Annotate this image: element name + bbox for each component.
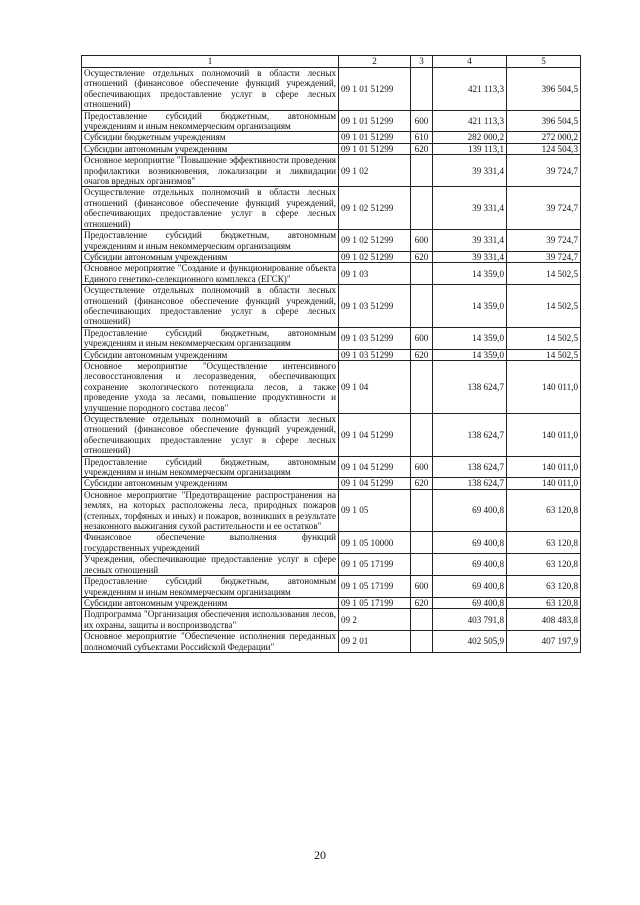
expense-type-cell: 620 [411, 478, 433, 489]
amount-col4-cell: 39 331,4 [433, 187, 507, 230]
amount-col5-cell: 39 724,7 [507, 155, 581, 187]
item-name-cell: Предоставление субсидий бюджетным, автономным учреждениям и иным некоммерческим организациям [82, 456, 339, 478]
item-name-cell: Осуществление отдельных полномочий в области лесных отношений (финансовое обеспечение функций учреждений, обеспечивающих предоставление услуг в сфере лесных отношений) [82, 285, 339, 328]
item-name-cell: Субсидии бюджетным учреждениям [82, 132, 339, 143]
amount-col5-cell: 63 120,8 [507, 597, 581, 608]
table-row [82, 187, 581, 230]
item-name-cell: Осуществление отдельных полномочий в области лесных отношений (финансовое обеспечение функций учреждений, обеспечивающих предоставление услуг в сфере лесных отношений) [82, 414, 339, 457]
expense-type-cell: 600 [411, 230, 433, 252]
amount-col5-cell: 124 504,3 [507, 143, 581, 154]
table-row [82, 456, 581, 478]
amount-col5-cell: 63 120,8 [507, 554, 581, 576]
expense-type-cell [411, 187, 433, 230]
target-code-cell: 09 1 02 51299 [339, 251, 411, 262]
expense-type-cell [411, 155, 433, 187]
item-name-cell: Субсидии автономным учреждениям [82, 251, 339, 262]
amount-col5-cell: 407 197,9 [507, 631, 581, 653]
target-code-cell: 09 1 05 17199 [339, 597, 411, 608]
expense-type-cell [411, 360, 433, 413]
table-row [82, 414, 581, 457]
table-row [82, 230, 581, 252]
expense-type-cell: 600 [411, 576, 433, 598]
amount-col5-cell: 14 502,5 [507, 263, 581, 285]
table-row [82, 155, 581, 187]
amount-col4-cell: 403 791,8 [433, 609, 507, 631]
amount-col4-cell: 421 113,3 [433, 68, 507, 111]
amount-col4-cell: 421 113,3 [433, 110, 507, 132]
amount-col5-cell: 63 120,8 [507, 576, 581, 598]
expense-type-cell: 620 [411, 251, 433, 262]
target-code-cell: 09 1 01 51299 [339, 143, 411, 154]
amount-col4-cell: 282 000,2 [433, 132, 507, 143]
expense-type-cell [411, 489, 433, 532]
column-header-3: 3 [411, 56, 433, 68]
column-header-row [82, 56, 581, 68]
amount-col4-cell: 39 331,4 [433, 251, 507, 262]
amount-col5-cell: 14 502,5 [507, 327, 581, 349]
amount-col5-cell: 14 502,5 [507, 349, 581, 360]
amount-col4-cell: 138 624,7 [433, 360, 507, 413]
amount-col5-cell: 396 504,5 [507, 68, 581, 111]
table-row [82, 251, 581, 262]
expense-type-cell: 620 [411, 597, 433, 608]
table-row [82, 327, 581, 349]
amount-col5-cell: 140 011,0 [507, 456, 581, 478]
amount-col4-cell: 14 359,0 [433, 263, 507, 285]
expense-type-cell [411, 609, 433, 631]
amount-col5-cell: 408 483,8 [507, 609, 581, 631]
item-name-cell: Подпрограмма "Организация обеспечения использования лесов, их охраны, защиты и воспроизводства" [82, 609, 339, 631]
expense-type-cell [411, 285, 433, 328]
item-name-cell: Основное мероприятие "Осуществление интенсивного лесовосстановления и лесоразведения, обеспечивающих сохранение экологического потенциала лесов, а также проведение ухода за лесами, повышение продуктивности и улучшение породного состава лесов" [82, 360, 339, 413]
page-number: 20 [314, 848, 326, 862]
item-name-cell: Учреждения, обеспечивающие предоставление услуг в сфере лесных отношений [82, 554, 339, 576]
target-code-cell: 09 1 05 17199 [339, 576, 411, 598]
amount-col5-cell: 272 000,2 [507, 132, 581, 143]
column-header-5: 5 [507, 56, 581, 68]
amount-col4-cell: 14 359,0 [433, 327, 507, 349]
expense-type-cell [411, 68, 433, 111]
expense-type-cell: 610 [411, 132, 433, 143]
item-name-cell: Субсидии автономным учреждениям [82, 349, 339, 360]
target-code-cell: 09 2 [339, 609, 411, 631]
target-code-cell: 09 1 05 [339, 489, 411, 532]
table-row [82, 143, 581, 154]
amount-col5-cell: 39 724,7 [507, 251, 581, 262]
target-code-cell: 09 1 01 51299 [339, 132, 411, 143]
amount-col4-cell: 69 400,8 [433, 554, 507, 576]
amount-col5-cell: 63 120,8 [507, 532, 581, 554]
table-row [82, 132, 581, 143]
amount-col4-cell: 14 359,0 [433, 285, 507, 328]
amount-col5-cell: 63 120,8 [507, 489, 581, 532]
amount-col4-cell: 138 624,7 [433, 414, 507, 457]
expense-type-cell [411, 554, 433, 576]
expense-type-cell: 600 [411, 456, 433, 478]
amount-col5-cell: 140 011,0 [507, 360, 581, 413]
table-row [82, 285, 581, 328]
item-name-cell: Основное мероприятие "Предотвращение распространения на землях, на которых расположены леса, природных пожаров (степных, торфяных и иных) и пожаров, возникших в результате незаконного выжигания сухой растительности и ее остатков" [82, 489, 339, 532]
budget-table [81, 55, 581, 653]
expense-type-cell: 600 [411, 110, 433, 132]
target-code-cell: 09 1 03 [339, 263, 411, 285]
amount-col5-cell: 14 502,5 [507, 285, 581, 328]
expense-type-cell: 620 [411, 143, 433, 154]
amount-col4-cell: 69 400,8 [433, 576, 507, 598]
table-row [82, 631, 581, 653]
amount-col4-cell: 138 624,7 [433, 478, 507, 489]
target-code-cell: 09 1 02 [339, 155, 411, 187]
target-code-cell: 09 1 01 51299 [339, 68, 411, 111]
expense-type-cell [411, 532, 433, 554]
target-code-cell: 09 1 05 10000 [339, 532, 411, 554]
item-name-cell: Осуществление отдельных полномочий в области лесных отношений (финансовое обеспечение функций учреждений, обеспечивающих предоставление услуг в сфере лесных отношений) [82, 68, 339, 111]
amount-col4-cell: 138 624,7 [433, 456, 507, 478]
target-code-cell: 09 1 03 51299 [339, 349, 411, 360]
target-code-cell: 09 1 04 51299 [339, 478, 411, 489]
amount-col4-cell: 39 331,4 [433, 155, 507, 187]
expense-type-cell: 600 [411, 327, 433, 349]
expense-type-cell [411, 631, 433, 653]
target-code-cell: 09 1 02 51299 [339, 230, 411, 252]
target-code-cell: 09 1 04 51299 [339, 456, 411, 478]
item-name-cell: Предоставление субсидий бюджетным, автономным учреждениям и иным некоммерческим организациям [82, 327, 339, 349]
table-row [82, 110, 581, 132]
table-row [82, 597, 581, 608]
target-code-cell: 09 1 04 [339, 360, 411, 413]
amount-col4-cell: 69 400,8 [433, 489, 507, 532]
amount-col4-cell: 39 331,4 [433, 230, 507, 252]
expense-type-cell [411, 263, 433, 285]
item-name-cell: Предоставление субсидий бюджетным, автономным учреждениям и иным некоммерческим организациям [82, 576, 339, 598]
expense-type-cell: 620 [411, 349, 433, 360]
amount-col5-cell: 396 504,5 [507, 110, 581, 132]
amount-col5-cell: 39 724,7 [507, 230, 581, 252]
table-row [82, 68, 581, 111]
amount-col5-cell: 140 011,0 [507, 414, 581, 457]
table-body [82, 56, 581, 653]
item-name-cell: Основное мероприятие "Создание и функционирование объекта Единого генетико-селекционного комплекса (ЕГСК)" [82, 263, 339, 285]
item-name-cell: Субсидии автономным учреждениям [82, 478, 339, 489]
amount-col5-cell: 140 011,0 [507, 478, 581, 489]
target-code-cell: 09 1 04 51299 [339, 414, 411, 457]
expense-type-cell [411, 414, 433, 457]
table-row [82, 554, 581, 576]
column-header-1: 1 [82, 56, 339, 68]
amount-col5-cell: 39 724,7 [507, 187, 581, 230]
column-header-4: 4 [433, 56, 507, 68]
target-code-cell: 09 1 01 51299 [339, 110, 411, 132]
table-row [82, 360, 581, 413]
target-code-cell: 09 1 02 51299 [339, 187, 411, 230]
column-header-2: 2 [339, 56, 411, 68]
target-code-cell: 09 1 03 51299 [339, 327, 411, 349]
item-name-cell: Основное мероприятие "Повышение эффективности проведения профилактики возникновения, локализации и ликвидации очагов вредных организмов" [82, 155, 339, 187]
item-name-cell: Основное мероприятие "Обеспечение исполнения переданных полномочий субъектами Российской Федерации" [82, 631, 339, 653]
item-name-cell: Осуществление отдельных полномочий в области лесных отношений (финансовое обеспечение функций учреждений, обеспечивающих предоставление услуг в сфере лесных отношений) [82, 187, 339, 230]
amount-col4-cell: 139 113,1 [433, 143, 507, 154]
item-name-cell: Предоставление субсидий бюджетным, автономным учреждениям и иным некоммерческим организациям [82, 110, 339, 132]
target-code-cell: 09 2 01 [339, 631, 411, 653]
target-code-cell: 09 1 05 17199 [339, 554, 411, 576]
item-name-cell: Предоставление субсидий бюджетным, автономным учреждениям и иным некоммерческим организациям [82, 230, 339, 252]
item-name-cell: Субсидии автономным учреждениям [82, 597, 339, 608]
item-name-cell: Финансовое обеспечение выполнения функций государственных учреждений [82, 532, 339, 554]
table-row [82, 489, 581, 532]
table-row [82, 263, 581, 285]
target-code-cell: 09 1 03 51299 [339, 285, 411, 328]
amount-col4-cell: 14 359,0 [433, 349, 507, 360]
item-name-cell: Субсидии автономным учреждениям [82, 143, 339, 154]
amount-col4-cell: 402 505,9 [433, 631, 507, 653]
table-row [82, 349, 581, 360]
amount-col4-cell: 69 400,8 [433, 597, 507, 608]
amount-col4-cell: 69 400,8 [433, 532, 507, 554]
table-row [82, 478, 581, 489]
table-row [82, 576, 581, 598]
table-row [82, 609, 581, 631]
table-row [82, 532, 581, 554]
